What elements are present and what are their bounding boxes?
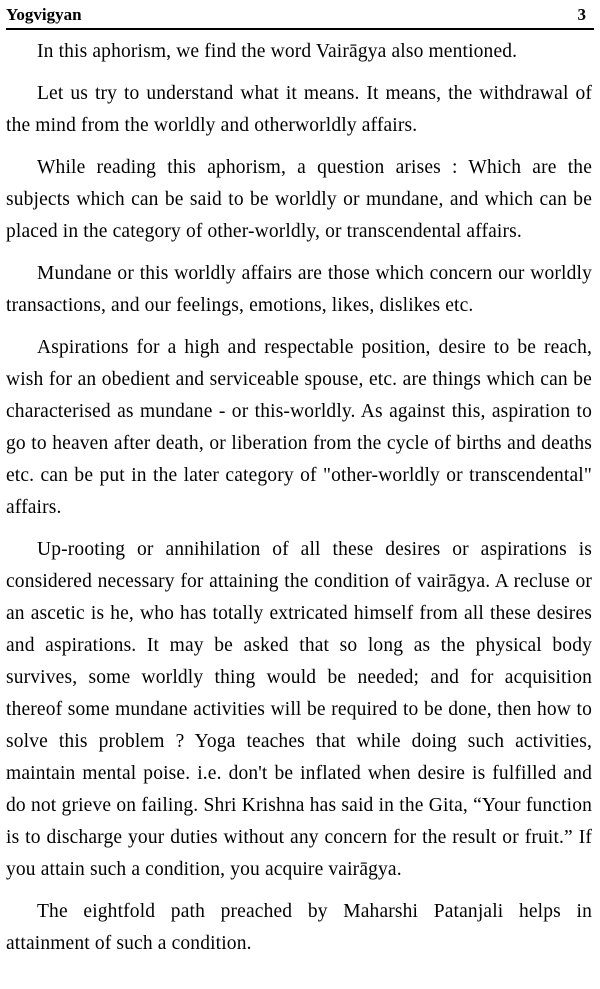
page-body [6,36,592,970]
paragraph-6: Up-rooting or annihilation of all these desires or aspirations is considered necessary for attaining the condition of vairāgya. A recluse or an ascetic is he, who has totally extricated himself from all these desires and aspirations. It may be asked that so long as the physical body survives, some worldly thing would be needed; and for acquisition thereof some mundane activities will be required to be done, then how to solve this problem ? Yoga teaches that while doing such activities, maintain mental poise. i.e. don't be inflated when desire is fulfilled and do not grieve on failing. Shri Krishna has said in the Gita, “Your function is to discharge your duties without any concern for the result or fruit.” If you attain such a condition, you acquire vairāgya. [6,539,592,880]
paragraph-4: Mundane or this worldly affairs are those which concern our worldly transactions, and our feelings, emotions, likes, dislikes etc. [6,263,592,316]
paragraph-2: Let us try to understand what it means. It means, the withdrawal of the mind from the worldly and otherworldly affairs. [6,83,592,136]
running-title: Yogvigyan [6,5,82,24]
paragraph-1: In this aphorism, we find the word Vairāgya also mentioned. [37,41,518,62]
paragraph-5: Aspirations for a high and respectable position, desire to be reach, wish for an obedient and serviceable spouse, etc. are things which can be characterised as mundane - or this-worldly. As against this, aspiration to go to heaven after death, or liberation from the cycle of births and deaths etc. can be put in the later category of "other-worldly or transcendental" affairs. [6,337,592,518]
running-header [6,2,594,30]
paragraph-3: While reading this aphorism, a question arises : Which are the subjects which can be said to be worldly or mundane, and which can be placed in the category of other-worldly, or transcendental affairs. [6,157,592,242]
page-number: 3 [577,5,586,24]
paragraph-7: The eightfold path preached by Maharshi Patanjali helps in attainment of such a condition. [6,901,592,954]
